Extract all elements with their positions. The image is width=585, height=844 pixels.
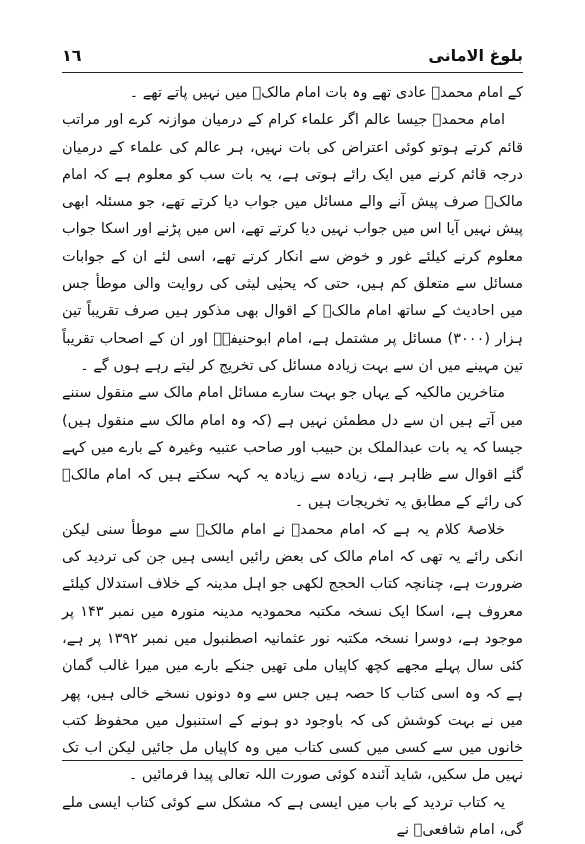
footer-rule (62, 760, 523, 761)
body-text (62, 80, 523, 844)
paragraph: متاخرین مالکیہ کے یہاں جو بہت سارے مسائل امام مالک سے منقول سننے میں آتے ہیں ان سے دل مطمئن نہیں ہے (کہ وہ امام مالک سے منقول ہیں) جیسا کہ یہ بات عبدالملک بن حبیب اور صاحب عتبیہ وغیرہ کے بارے میں کہے گئے اقوال سے ظاہر ہے، زیادہ سے زیادہ یہ کہہ سکتے ہیں کہ امام مالکؒ کی رائے کے مطابق یہ تخریجات ہیں ۔ (62, 385, 523, 511)
page-header (62, 38, 523, 72)
running-head: بلوغ الامانی (428, 45, 523, 65)
paragraph: امام محمدؒ جیسا عالم اگر علماء کرام کے درمیان موازنہ کرے اور مراتب قائم کرتے ہوتو کوئی اعتراض کی بات نہیں، ہر عالم کی علماء کے درمیان درجہ قائم کرنے میں ایک رائے ہوتی ہے، یہ بات سب کو معلوم ہے کہ امام مالکؒ صرف پیش آنے والے مسائل میں جواب دیا کرتے تھے، جو مسئلہ ابھی پیش نہیں آیا اس میں جواب نہیں دیا کرتے تھے، اس میں پڑنے اور اسکا جواب معلوم کرنے کیلئے غور و خوض سے انکار کرتے تھے، اسی لئے ان کے جوابات مسائل سے متعلق کم ہیں، حتی کہ یحیٰی لیثی کی روایت والی موطأ جس میں احادیث کے ساتھ امام مالکؒ کے اقوال بھی مذکور ہیں صرف تقریباً تین ہزار (۳۰۰۰) مسائل پر مشتمل ہے، امام ابوحنیفہؒ اور ان کے اصحاب تقریباً تین مہینے میں ان سے بہت زیادہ مسائل کی تخریج کر لیتے رہے ہوں گے ۔ (62, 112, 523, 374)
header-rule (62, 72, 523, 73)
paragraph: کے امام محمدؒ عادی تھے وہ بات امام مالکؒ میں نہیں پاتے تھے ۔ (129, 85, 523, 101)
paragraph: خلاصۂ کلام یہ ہے کہ امام محمدؒ نے امام مالکؒ سے موطأ سنی لیکن انکی رائے یہ تھی کہ امام مالک کی بعض رائیں ایسی ہیں جن کی تردید کی ضرورت ہے، چنانچہ کتاب الحجج لکھی جو اہل مدینہ کے خلاف استدلال کیلئے معروف ہے، اسکا ایک نسخہ مکتبہ محمودیہ مدینہ منورہ میں نمبر ۱۴۳ پر موجود ہے، دوسرا نسخہ مکتبہ نور عثمانیہ اصطنبول میں نمبر ۱۳۹۲ پر ہے، کئی سال پہلے مجھے کچھ کاپیاں ملی تھیں جنکے بارے میں میرا غالب گمان ہے کہ وہ اسی کتاب کا حصہ ہیں جس سے وہ دونوں نسخے خالی ہیں، پھر میں نے بہت کوشش کی کہ باوجود دو ہونے کے استنبول میں محفوظ کتب خانوں میں سے کسی میں کسی کتاب میں وہ کاپیاں مل جائیں لیکن اب تک نہیں مل سکیں، شاید آئندہ کوئی صورت اللہ تعالی پیدا فرمائیں ۔ (62, 521, 523, 784)
page-number: ١٦ (62, 45, 82, 65)
paragraph: یہ کتاب تردید کے باب میں ایسی ہے کہ مشکل سے کوئی کتاب ایسی ملے گی، امام شافعیؒ نے (62, 794, 523, 839)
